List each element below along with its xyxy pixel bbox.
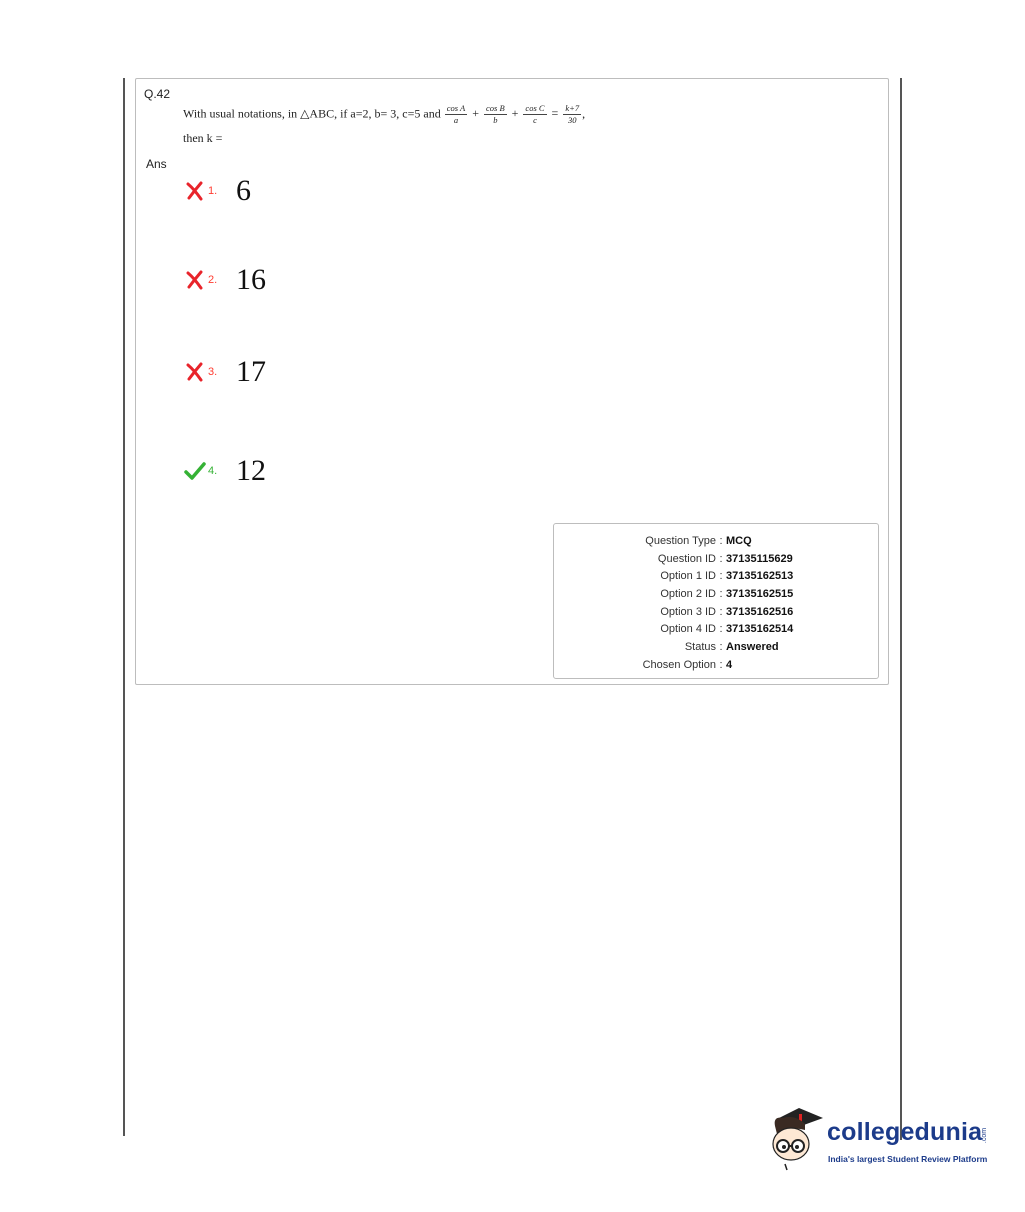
- option-3-value: 17: [236, 355, 266, 388]
- question-panel: [135, 78, 889, 685]
- page-border-right: [900, 78, 902, 1140]
- wrong-cross-icon: [184, 269, 206, 291]
- meta-row-status: Status : Answered: [684, 640, 779, 653]
- meta-row-option1-id: Option 1 ID : 37135162513: [660, 570, 794, 583]
- question-meta-box: [553, 523, 879, 679]
- fraction-cos-c: $\frac{\text{cos C}}{c}$: [525, 103, 545, 125]
- meta-row-question-type: Question Type : MCQ: [645, 534, 752, 547]
- option-1-number: 1.: [208, 185, 218, 197]
- option-1-value: 6: [236, 174, 251, 207]
- option-4[interactable]: [184, 451, 266, 491]
- correct-check-icon: [184, 460, 206, 482]
- meta-row-question-id: Question ID : 37135115629: [657, 552, 793, 565]
- logo-com-suffix: .com: [981, 1127, 989, 1144]
- page-border-left: [123, 78, 125, 1136]
- option-2-value: 16: [236, 263, 266, 296]
- meta-row-option3-id: Option 3 ID : 37135162516: [660, 605, 794, 618]
- meta-row-option2-id: Option 2 ID : 37135162515: [660, 587, 794, 600]
- option-2-number: 2.: [208, 274, 218, 286]
- option-4-number: 4.: [208, 465, 218, 477]
- logo-wordmark: collegedunia: [827, 1118, 983, 1146]
- plus-sign: +: [511, 106, 519, 121]
- wrong-cross-icon: [184, 361, 206, 383]
- fraction-cos-a: $\frac{\text{cos A}}{a}$: [446, 103, 466, 125]
- meta-row-chosen-option: Chosen Option : 4: [642, 658, 733, 671]
- question-then-text: then k =: [183, 131, 223, 145]
- option-2[interactable]: [184, 260, 266, 300]
- option-3-number: 3.: [208, 366, 218, 378]
- mascot-icon: [765, 1104, 827, 1174]
- comma: ,: [582, 106, 586, 121]
- question-text-prefix: With usual notations, in △ABC, if a=2, b= 3, c=5 and: [183, 106, 441, 121]
- answer-label: Ans: [146, 157, 167, 171]
- option-4-value: 12: [236, 454, 266, 487]
- question-text: [183, 103, 585, 126]
- option-3[interactable]: [184, 352, 266, 392]
- question-number: Q.42: [144, 87, 171, 101]
- option-1[interactable]: [184, 171, 251, 211]
- wrong-cross-icon: [184, 180, 206, 202]
- meta-row-option4-id: Option 4 ID : 37135162514: [660, 623, 794, 636]
- fraction-k-plus-7: $\frac{k+7}{30}$: [565, 103, 580, 125]
- collegedunia-logo: [765, 1104, 995, 1174]
- logo-tagline: India's largest Student Review Platform: [828, 1154, 988, 1164]
- fraction-cos-b: $\frac{\text{cos B}}{b}$: [485, 103, 505, 125]
- equals-sign: =: [551, 106, 559, 121]
- plus-sign: +: [472, 106, 479, 121]
